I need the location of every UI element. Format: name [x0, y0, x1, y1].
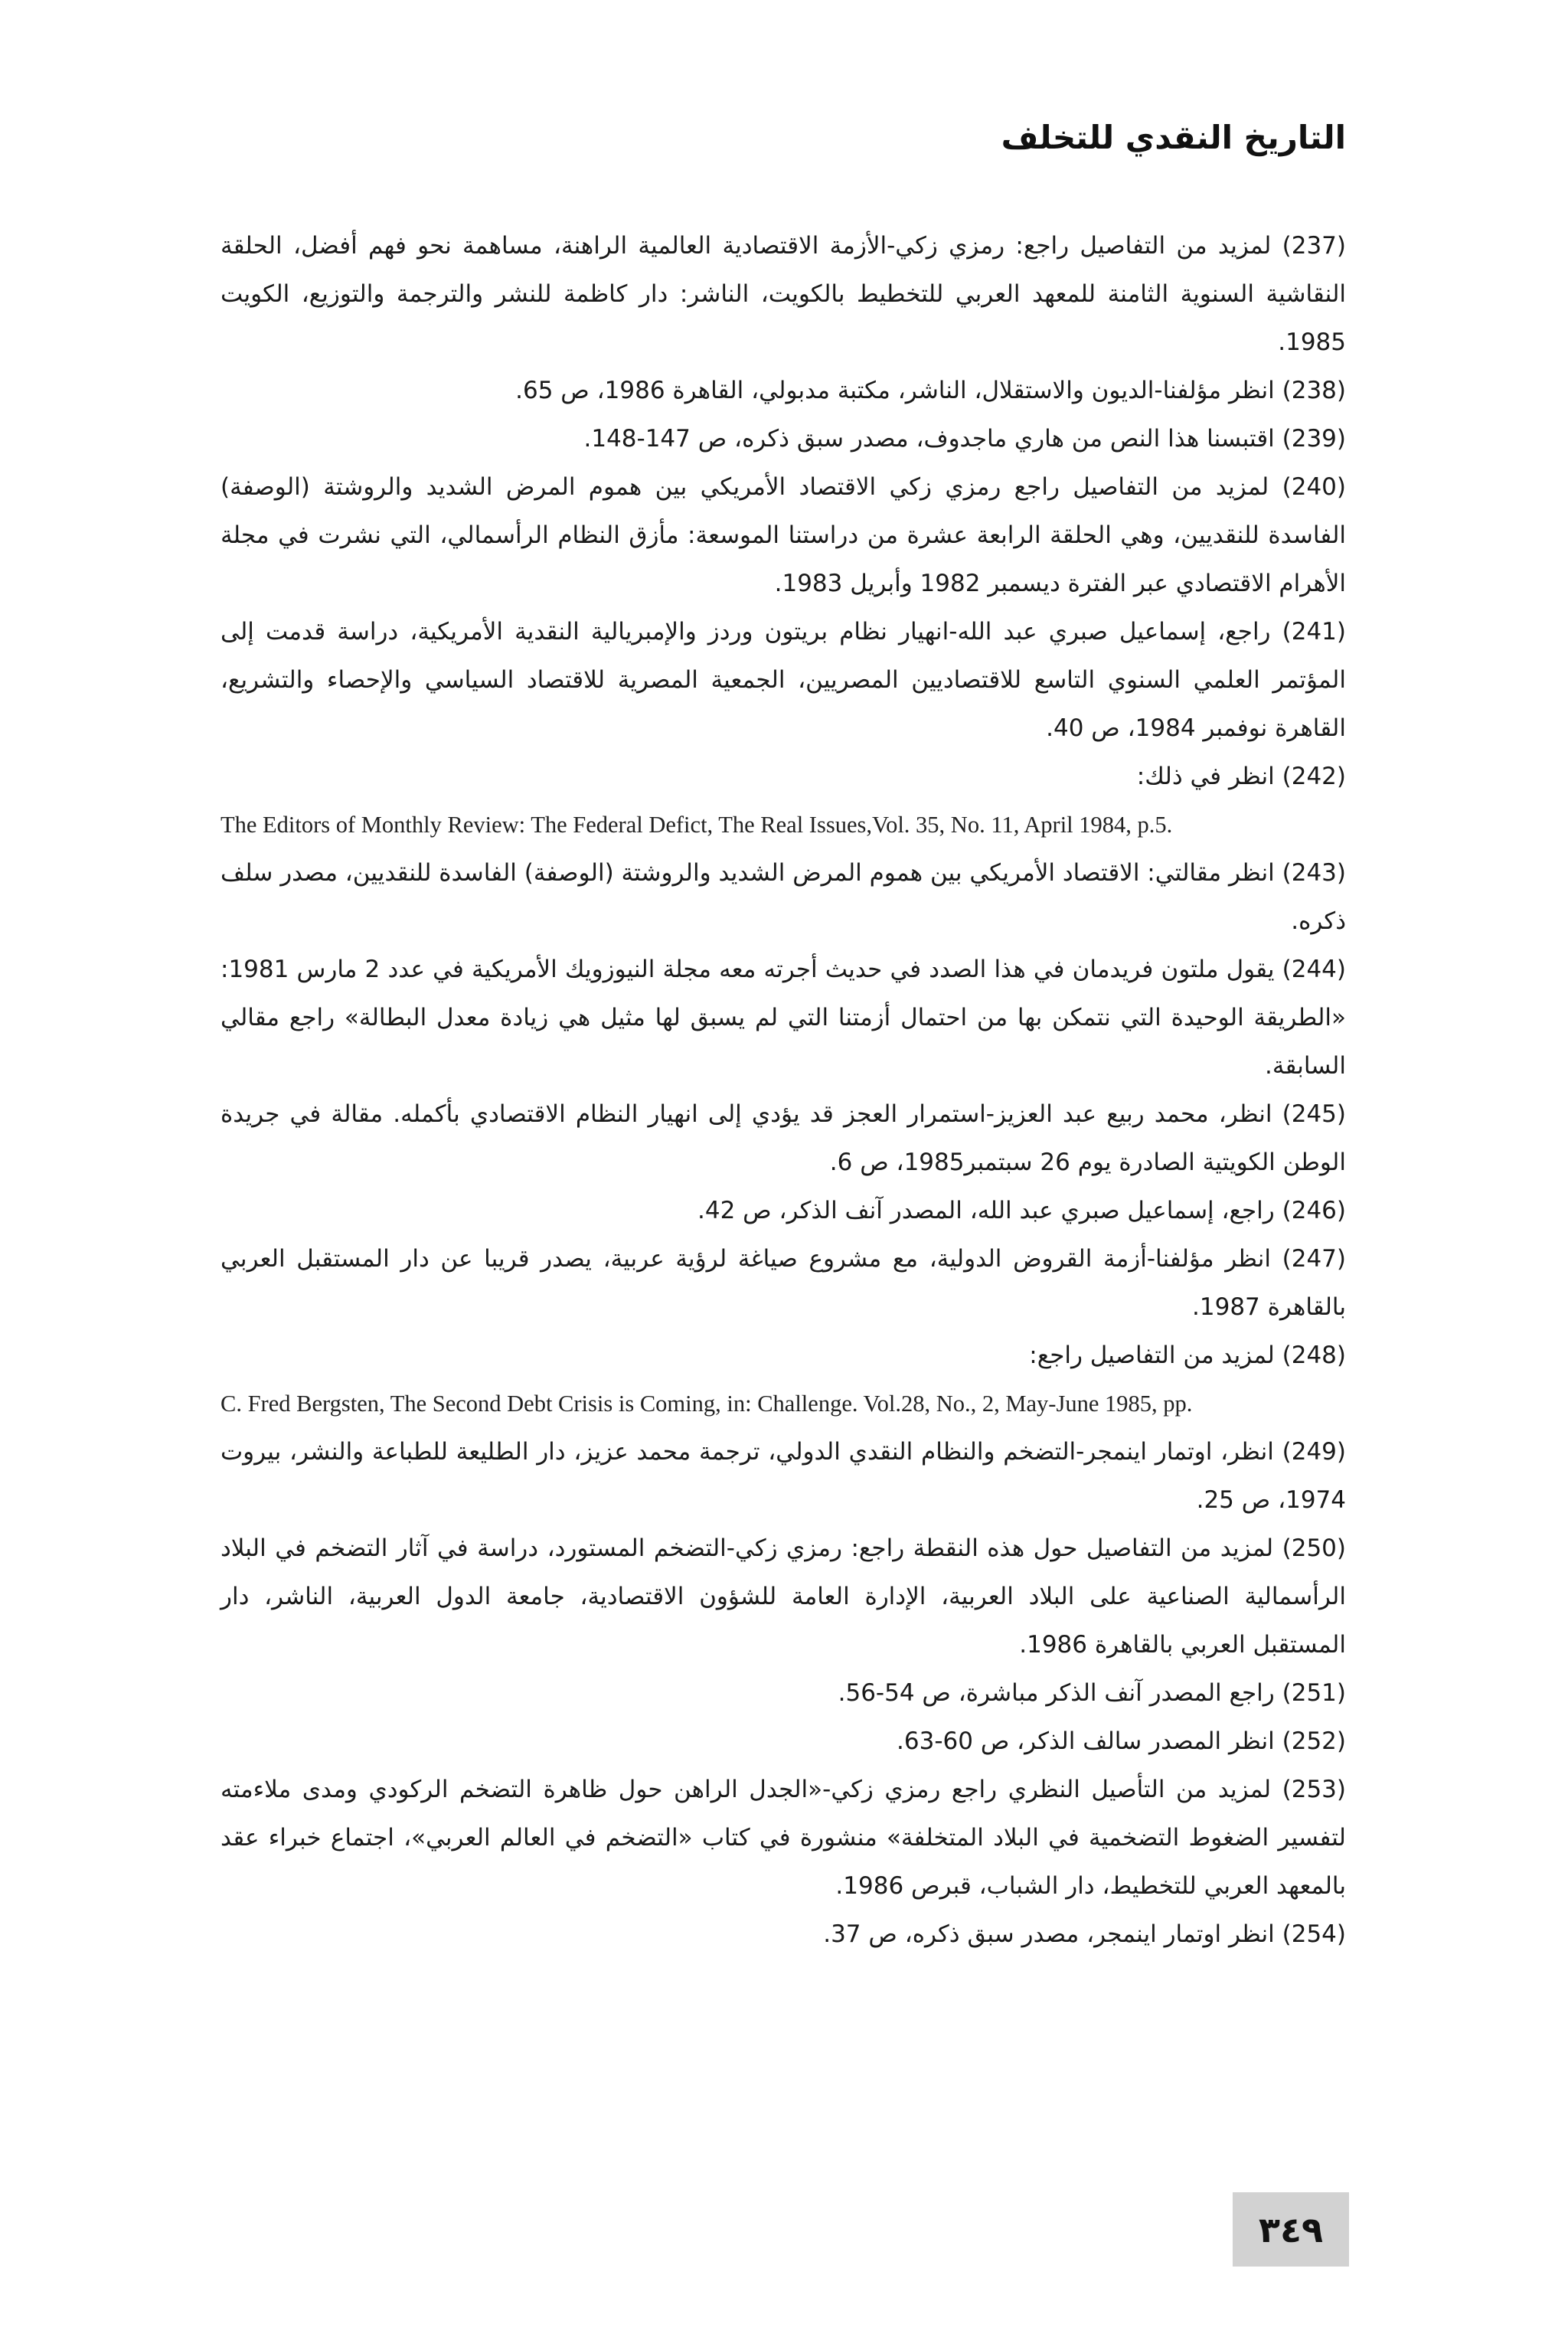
endnote-241: (241) راجع، إسماعيل صبري عبد الله-انهيار نظام بريتون وردز والإمبريالية النقدية الأمريكية، دراسة قدمت إلى المؤتمر العلمي السنوي التاسع للاقتصاديين المصريين، الجمعية المصرية للاقتصاد السياسي والإحصاء والتشريع، القاهرة نوفمبر 1984، ص 40. — [220, 618, 1346, 742]
endnote-245: (245) انظر، محمد ربيع عبد العزيز-استمرار العجز قد يؤدي إلى انهيار النظام الاقتصادي بأكمله. مقالة في جريدة الوطن الكويتية الصادرة يوم 26 سبتمبر1985، ص 6. — [220, 1100, 1346, 1176]
endnote-244: (244) يقول ملتون فريدمان في هذا الصدد في حديث أجرته معه مجلة النيوزويك الأمريكية في عدد 2 مارس 1981: «الطريقة الوحيدة التي نتمكن بها من احتمال أزمتنا التي لم يسبق لها مثيل هي زيادة معدل البطالة» راجع مقالي السابقة. — [220, 956, 1346, 1080]
endnote-248: (248) لمزيد من التفاصيل راجع: — [1029, 1342, 1346, 1369]
endnote-238: (238) انظر مؤلفنا-الديون والاستقلال، الناشر، مكتبة مدبولي، القاهرة 1986، ص 65. — [515, 377, 1346, 404]
endnote-249: (249) انظر، اوتمار اينمجر-التضخم والنظام النقدي الدولي، ترجمة محمد عزيز، دار الطليعة للطباعة والنشر، بيروت 1974، ص 25. — [220, 1438, 1346, 1514]
endnotes-body — [220, 222, 1346, 1959]
endnote-248-citation: C. Fred Bergsten, The Second Debt Crisis is Coming, in: Challenge. Vol.28, No., 2, May-June 1985, pp. — [220, 1391, 1193, 1417]
endnote-247: (247) انظر مؤلفنا-أزمة القروض الدولية، مع مشروع صياغة لرؤية عربية، يصدر قريبا عن دار المستقبل العربي بالقاهرة 1987. — [220, 1245, 1346, 1321]
endnote-250: (250) لمزيد من التفاصيل حول هذه النقطة راجع: رمزي زكي-التضخم المستورد، دراسة في آثار التضخم في البلاد الرأسمالية الصناعية على البلاد العربية، الإدارة العامة للشؤون الاقتصادية، جامعة الدول العربية، الناشر، دار المستقبل العربي بالقاهرة 1986. — [220, 1535, 1346, 1659]
page-number-box — [1233, 2192, 1349, 2267]
endnote-253: (253) لمزيد من التأصيل النظري راجع رمزي زكي-«الجدل الراهن حول ظاهرة التضخم الركودي ومدى ملاءمته لتفسير الضغوط التضخمية في البلاد المتخلفة» منشورة في كتاب «التضخم في العالم العربي»، اجتماع خبراء عقد بالمعهد العربي للتخطيط، دار الشباب، قبرص 1986. — [220, 1776, 1346, 1900]
endnote-239: (239) اقتبسنا هذا النص من هاري ماجدوف، مصدر سبق ذكره، ص 147-148. — [583, 425, 1346, 453]
endnote-252: (252) انظر المصدر سالف الذكر، ص 60-63. — [897, 1727, 1346, 1755]
page-number: ٣٤٩ — [1258, 2208, 1324, 2250]
endnote-254: (254) انظر اوتمار اينمجر، مصدر سبق ذكره، ص 37. — [823, 1920, 1346, 1948]
endnote-251: (251) راجع المصدر آنف الذكر مباشرة، ص 54-56. — [838, 1679, 1346, 1707]
endnote-242-citation: The Editors of Monthly Review: The Federal Defict, The Real Issues,Vol. 35, No. 11, April 1984, p.5. — [220, 812, 1173, 838]
endnote-240: (240) لمزيد من التفاصيل راجع رمزي زكي الاقتصاد الأمريكي بين هموم المرض الشديد والروشتة (الوصفة) الفاسدة للنقديين، وهي الحلقة الرابعة عشرة من دراستنا الموسعة: مأزق النظام الرأسمالي، التي نشرت في مجلة الأهرام الاقتصادي عبر الفترة ديسمبر 1982 وأبريل 1983. — [220, 473, 1346, 597]
endnote-246: (246) راجع، إسماعيل صبري عبد الله، المصدر آنف الذكر، ص 42. — [697, 1197, 1346, 1224]
endnote-242: (242) انظر في ذلك: — [1136, 763, 1346, 790]
endnote-243: (243) انظر مقالتي: الاقتصاد الأمريكي بين هموم المرض الشديد والروشتة (الوصفة) الفاسدة للنقديين، مصدر سلف ذكره. — [220, 859, 1346, 935]
running-header: التاريخ النقدي للتخلف — [1001, 119, 1346, 156]
endnote-237: (237) لمزيد من التفاصيل راجع: رمزي زكي-الأزمة الاقتصادية العالمية الراهنة، مساهمة نحو فهم أفضل، الحلقة النقاشية السنوية الثامنة للمعهد العربي للتخطيط بالكويت، الناشر: دار كاظمة للنشر والترجمة والتوزيع، الكويت 1985. — [220, 232, 1346, 356]
